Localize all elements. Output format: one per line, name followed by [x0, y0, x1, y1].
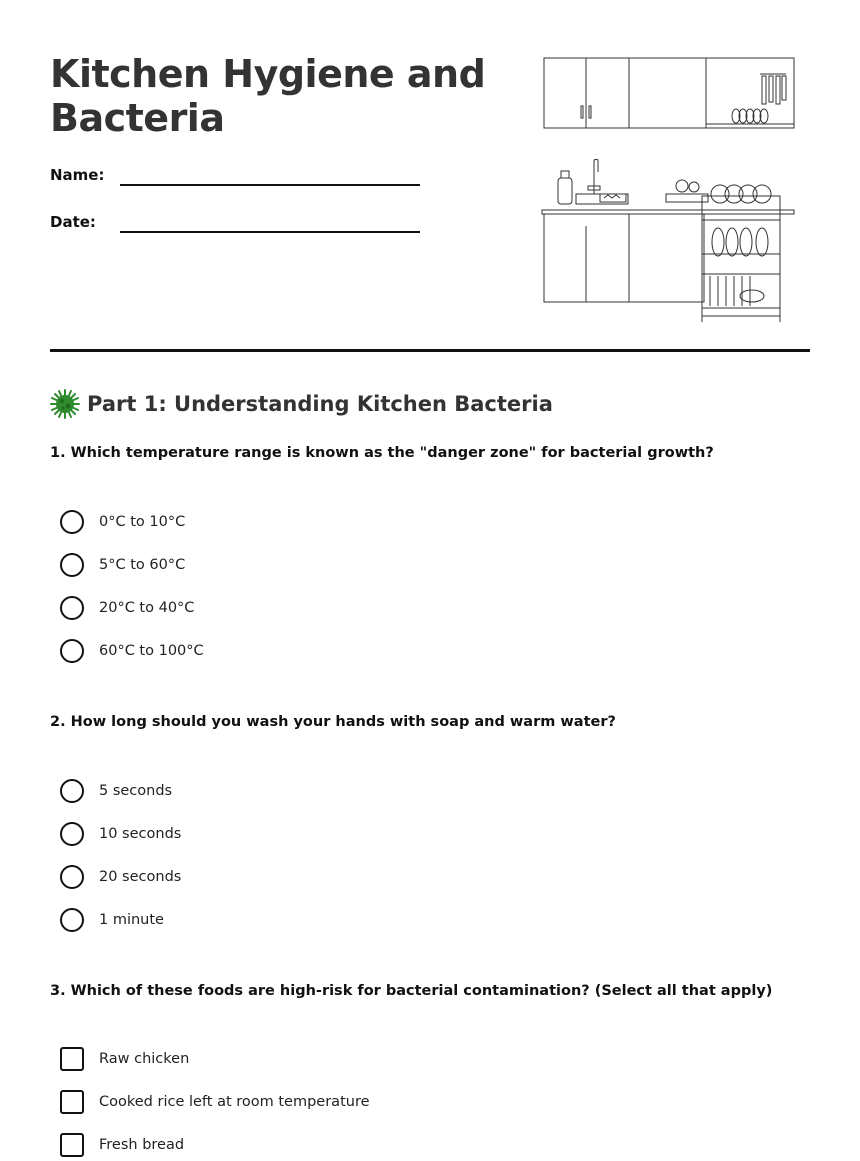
checkbox[interactable] [60, 1047, 84, 1071]
q3-option-3[interactable] [60, 1132, 184, 1158]
option-label: Raw chicken [99, 1051, 190, 1067]
radio-button[interactable] [60, 908, 84, 932]
question-3: 3. Which of these foods are high-risk for bacterial contamination? (Select all that apply) [50, 983, 773, 999]
q1-option-1[interactable] [60, 509, 185, 535]
radio-button[interactable] [60, 596, 84, 620]
name-label: Name: [50, 166, 105, 184]
question-2: 2. How long should you wash your hands with soap and warm water? [50, 714, 616, 730]
q2-option-2[interactable] [60, 821, 181, 847]
q1-option-3[interactable] [60, 595, 194, 621]
radio-button[interactable] [60, 553, 84, 577]
date-line[interactable] [120, 231, 420, 233]
header-divider [50, 349, 810, 352]
title-line-1: Kitchen Hygiene and [50, 52, 486, 96]
option-label: 20°C to 40°C [99, 600, 195, 616]
q2-option-4[interactable] [60, 907, 164, 933]
radio-button[interactable] [60, 779, 84, 803]
option-label: 10 seconds [99, 826, 182, 842]
date-field [50, 213, 430, 243]
checkbox[interactable] [60, 1133, 84, 1157]
q3-option-2[interactable] [60, 1089, 370, 1115]
question-1: 1. Which temperature range is known as the "danger zone" for bacterial growth? [50, 445, 714, 461]
q3-option-1[interactable] [60, 1046, 189, 1072]
checkbox[interactable] [60, 1090, 84, 1114]
kitchen-illustration [536, 50, 798, 322]
q1-option-2[interactable] [60, 552, 185, 578]
option-label: 1 minute [99, 912, 164, 928]
option-label: Cooked rice left at room temperature [99, 1094, 370, 1110]
option-label: 5°C to 60°C [99, 557, 186, 573]
option-label: 60°C to 100°C [99, 643, 204, 659]
page-title [50, 52, 510, 140]
radio-button[interactable] [60, 639, 84, 663]
date-label: Date: [50, 213, 96, 231]
option-label: 5 seconds [99, 783, 173, 799]
radio-button[interactable] [60, 822, 84, 846]
name-line[interactable] [120, 184, 420, 186]
radio-button[interactable] [60, 510, 84, 534]
section-1-title: Part 1: Understanding Kitchen Bacteria [87, 392, 553, 416]
q2-option-1[interactable] [60, 778, 172, 804]
bacteria-icon [50, 389, 80, 419]
name-field [50, 166, 430, 196]
option-label: 0°C to 10°C [99, 514, 186, 530]
option-label: Fresh bread [99, 1137, 185, 1153]
q1-option-4[interactable] [60, 638, 204, 664]
section-1-header [50, 388, 553, 420]
radio-button[interactable] [60, 865, 84, 889]
title-line-2: Bacteria [50, 96, 225, 140]
q2-option-3[interactable] [60, 864, 181, 890]
option-label: 20 seconds [99, 869, 182, 885]
